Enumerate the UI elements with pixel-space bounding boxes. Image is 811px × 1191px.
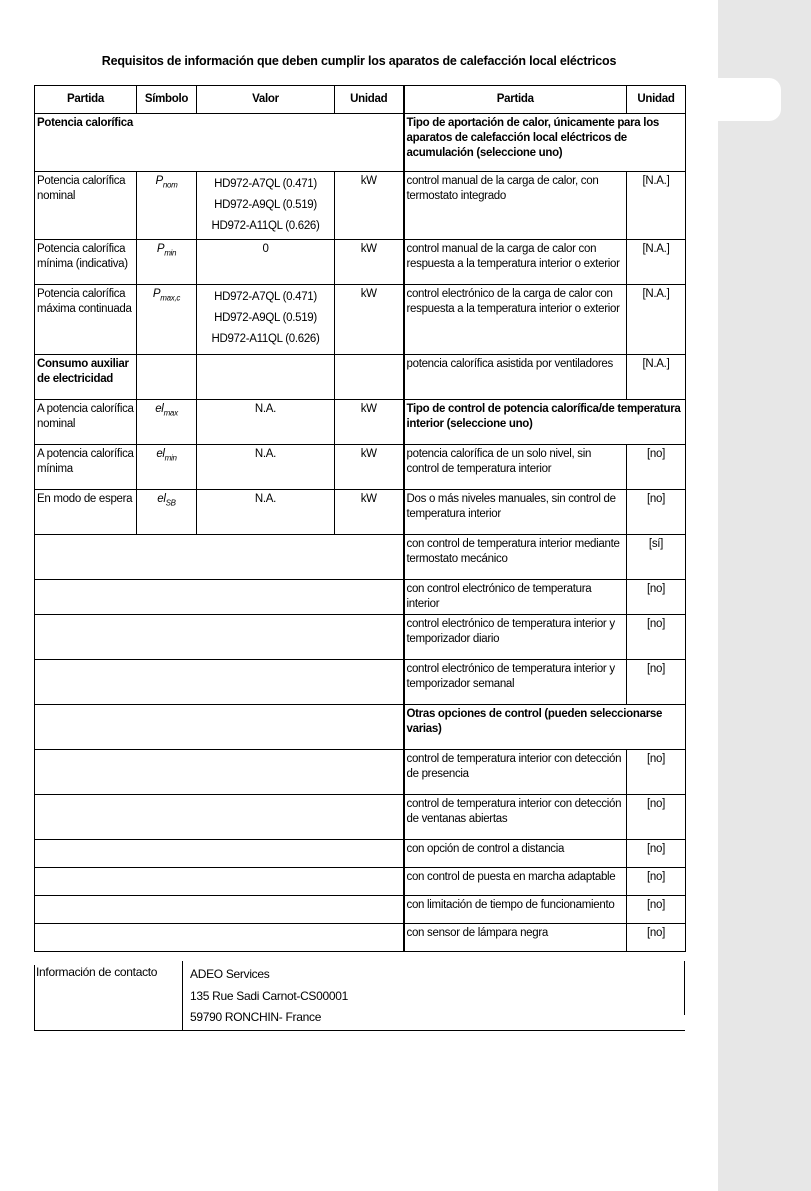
row-values: HD972-A7QL (0.471) HD972-A9QL (0.519) HD972-A11QL (0.626) xyxy=(197,285,335,355)
otras-item: control de temperatura interior con detección de ventanas abiertas xyxy=(404,795,627,840)
consumo-unit: kW xyxy=(335,400,404,445)
empty-cell xyxy=(35,924,404,952)
otras-item: control de temperatura interior con detección de presencia xyxy=(404,750,627,795)
empty-cell xyxy=(35,705,404,750)
control-unit: [no] xyxy=(627,445,686,490)
row-unit: kW xyxy=(335,172,404,240)
consumo-partida: A potencia calorífica nominal xyxy=(35,400,137,445)
otras-unit: [no] xyxy=(627,896,686,924)
control-item: con control electrónico de temperatura interior xyxy=(404,580,627,615)
otras-unit: [no] xyxy=(627,795,686,840)
contact-address xyxy=(190,964,348,1029)
control-unit: [no] xyxy=(627,615,686,660)
empty-cell xyxy=(35,795,404,840)
row-symbol: $P_{nom}$ xyxy=(137,172,197,240)
contact-divider xyxy=(182,961,183,1030)
spec-table xyxy=(34,85,686,952)
row-partida: Potencia calorífica nominal xyxy=(35,172,137,240)
row-symbol: $P_{max,c}$ xyxy=(137,285,197,355)
consumo-value: N.A. xyxy=(197,400,335,445)
control-item: con control de temperatura interior mediante termostato mecánico xyxy=(404,535,627,580)
consumo-partida: A potencia calorífica mínima xyxy=(35,445,137,490)
consumo-unit: kW xyxy=(335,445,404,490)
row-unit: kW xyxy=(335,240,404,285)
contact-line-1: ADEO Services xyxy=(190,967,270,981)
contact-line-3: 59790 RONCHIN- France xyxy=(190,1010,322,1024)
empty-cell xyxy=(35,580,404,615)
consumo-value: N.A. xyxy=(197,445,335,490)
contact-right-border xyxy=(684,961,685,1015)
empty-cell xyxy=(197,355,335,400)
consumo-partida: En modo de espera xyxy=(35,490,137,535)
empty-cell xyxy=(35,660,404,705)
contact-label: Información de contacto xyxy=(34,965,182,1030)
contact-block xyxy=(34,961,685,1031)
header-valor: Valor xyxy=(197,86,335,114)
control-item: Dos o más niveles manuales, sin control de temperatura interior xyxy=(404,490,627,535)
control-unit: [sí] xyxy=(627,535,686,580)
consumo-symbol: $el_{SB}$ xyxy=(137,490,197,535)
otras-unit: [no] xyxy=(627,750,686,795)
otras-unit: [no] xyxy=(627,840,686,868)
aportacion-unit: [N.A.] xyxy=(627,285,686,355)
otras-item: con opción de control a distancia xyxy=(404,840,627,868)
otras-item: con limitación de tiempo de funcionamiento xyxy=(404,896,627,924)
row-values: 0 xyxy=(197,240,335,285)
consumo-heading: Consumo auxiliar de electricidad xyxy=(35,355,137,400)
potencia-heading: Potencia calorífica xyxy=(35,114,404,172)
control-unit: [no] xyxy=(627,490,686,535)
otras-unit: [no] xyxy=(627,868,686,896)
aportacion-unit: [N.A.] xyxy=(627,355,686,400)
tipo-control-heading: Tipo de control de potencia calorífica/de temperatura interior (seleccione uno) xyxy=(404,400,686,445)
page-side-margin xyxy=(718,0,811,1191)
page-title: Requisitos de información que deben cumplir los aparatos de calefacción local eléctricos xyxy=(101,54,617,68)
row-symbol: $P_{min}$ xyxy=(137,240,197,285)
row-partida: Potencia calorífica mínima (indicativa) xyxy=(35,240,137,285)
empty-cell xyxy=(35,840,404,868)
control-item: potencia calorífica de un solo nivel, sin control de temperatura interior xyxy=(404,445,627,490)
otras-item: con control de puesta en marcha adaptable xyxy=(404,868,627,896)
aportacion-unit: [N.A.] xyxy=(627,172,686,240)
aportacion-item: control manual de la carga de calor con respuesta a la temperatura interior o exterior xyxy=(404,240,627,285)
control-item: control electrónico de temperatura interior y temporizador semanal xyxy=(404,660,627,705)
consumo-symbol: $el_{max}$ xyxy=(137,400,197,445)
empty-cell xyxy=(35,750,404,795)
empty-cell xyxy=(335,355,404,400)
consumo-symbol: $el_{min}$ xyxy=(137,445,197,490)
contact-line-2: 135 Rue Sadi Carnot-CS00001 xyxy=(190,988,349,1003)
header-unidad-right: Unidad xyxy=(627,86,686,114)
aportacion-unit: [N.A.] xyxy=(627,240,686,285)
otras-item: con sensor de lámpara negra xyxy=(404,924,627,952)
otras-heading: Otras opciones de control (pueden seleccionarse varias) xyxy=(404,705,686,750)
aportacion-item: control manual de la carga de calor, con termostato integrado xyxy=(404,172,627,240)
tipo-aportacion-heading: Tipo de aportación de calor, únicamente para los aparatos de calefacción local eléctricos de acumulación (seleccione uno) xyxy=(404,114,686,172)
control-unit: [no] xyxy=(627,580,686,615)
header-partida-right: Partida xyxy=(404,86,627,114)
consumo-value: N.A. xyxy=(197,490,335,535)
control-item: control electrónico de temperatura interior y temporizador diario xyxy=(404,615,627,660)
row-unit: kW xyxy=(335,285,404,355)
empty-cell xyxy=(137,355,197,400)
empty-cell xyxy=(35,896,404,924)
control-unit: [no] xyxy=(627,660,686,705)
empty-cell xyxy=(35,868,404,896)
row-values: HD972-A7QL (0.471) HD972-A9QL (0.519) HD972-A11QL (0.626) xyxy=(197,172,335,240)
otras-unit: [no] xyxy=(627,924,686,952)
consumo-unit: kW xyxy=(335,490,404,535)
row-partida: Potencia calorífica máxima continuada xyxy=(35,285,137,355)
header-partida-left: Partida xyxy=(35,86,137,114)
page-tab xyxy=(718,78,781,121)
empty-cell xyxy=(35,615,404,660)
empty-cell xyxy=(35,535,404,580)
aportacion-item: control electrónico de la carga de calor con respuesta a la temperatura interior o exterior xyxy=(404,285,627,355)
header-simbolo: Símbolo xyxy=(137,86,197,114)
aportacion-item: potencia calorífica asistida por ventiladores xyxy=(404,355,627,400)
header-unidad-left: Unidad xyxy=(335,86,404,114)
